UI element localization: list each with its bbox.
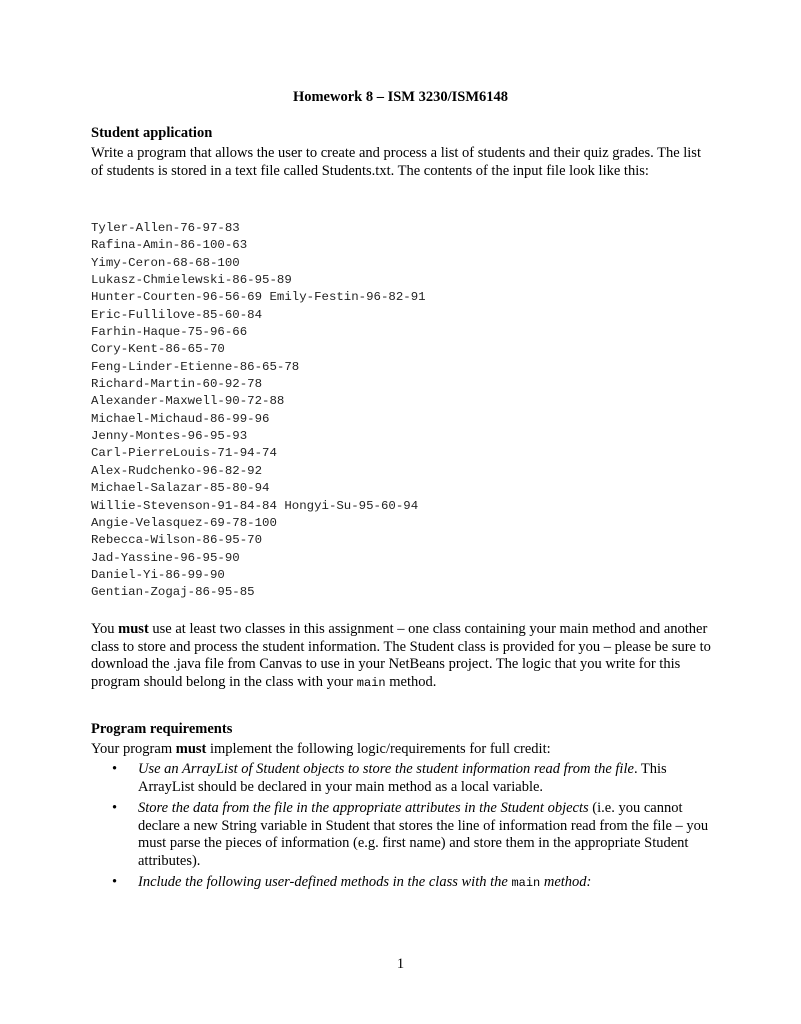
inline-code-main: main bbox=[511, 876, 541, 890]
student-line: Alexander-Maxwell-90-72-88 bbox=[91, 394, 285, 409]
student-line: Willie-Stevenson-91-84-84 Hongyi-Su-95-60-94 bbox=[91, 498, 419, 513]
section-heading-student-application: Student application bbox=[91, 125, 213, 141]
classes-paragraph: You must use at least two classes in this assignment – one class containing your main method and another class to store and process the student information. The Student class is provided for you – please be sure to download the .java file from Canvas to use in your NetBeans project. The logic that you write for this program should belong in the class with your main method. bbox=[91, 621, 711, 690]
bullet-icon: • bbox=[112, 800, 118, 816]
requirements-lead: Your program must implement the following logic/requirements for full credit: bbox=[91, 741, 551, 757]
student-line: Cory-Kent-86-65-70 bbox=[91, 342, 225, 357]
page-number: 1 bbox=[396, 956, 405, 972]
student-line: Michael-Michaud-86-99-96 bbox=[91, 411, 270, 426]
student-line: Jenny-Montes-96-95-93 bbox=[91, 429, 248, 444]
student-line: Farhin-Haque-75-96-66 bbox=[91, 325, 248, 340]
intro-paragraph: Write a program that allows the user to create and process a list of students and their quiz grades. The list of students is stored in a text file called Students.txt. The contents of the input file look like this: bbox=[91, 145, 701, 179]
student-line: Eric-Fullilove-85-60-84 bbox=[91, 307, 263, 322]
bullet-icon: • bbox=[112, 874, 118, 890]
emphasis-must: must bbox=[118, 621, 149, 637]
student-line: Daniel-Yi-86-99-90 bbox=[91, 567, 225, 582]
bullet-icon: • bbox=[112, 761, 118, 777]
document-title: Homework 8 – ISM 3230/ISM6148 bbox=[292, 89, 509, 105]
student-line: Jad-Yassine-96-95-90 bbox=[91, 550, 240, 565]
student-line: Angie-Velasquez-69-78-100 bbox=[91, 515, 277, 530]
student-line: Tyler-Allen-76-97-83 bbox=[91, 221, 240, 235]
student-line: Feng-Linder-Etienne-86-65-78 bbox=[91, 359, 300, 374]
student-line: Lukasz-Chmielewski-86-95-89 bbox=[91, 273, 292, 288]
list-item: • Store the data from the file in the appropriate attributes in the Student objects (i.e. you cannot declare a new String variable in Student that stores the line of information read from the file – you must parse the pieces of information (e.g. first name) and store them in the appropriate Student attributes). bbox=[112, 800, 709, 869]
student-line: Rafina-Amin-86-100-63 bbox=[91, 238, 248, 253]
student-line: Yimy-Ceron-68-68-100 bbox=[91, 255, 240, 270]
student-line: Gentian-Zogaj-86-95-85 bbox=[91, 585, 255, 600]
student-line: Hunter-Courten-96-56-69 Emily-Festin-96-82-91 bbox=[91, 290, 426, 305]
student-list-code-block bbox=[91, 220, 426, 602]
list-item: • Include the following user-defined methods in the class with the main method: bbox=[112, 874, 592, 890]
student-line: Michael-Salazar-85-80-94 bbox=[91, 481, 270, 496]
list-item: • Use an ArrayList of Student objects to store the student information read from the file. This ArrayList should be declared in your main method as a local variable. bbox=[112, 761, 667, 795]
requirements-list bbox=[112, 761, 712, 897]
student-line: Richard-Martin-60-92-78 bbox=[91, 377, 263, 392]
emphasis-must: must bbox=[175, 741, 207, 757]
section-heading-program-requirements: Program requirements bbox=[91, 721, 233, 737]
inline-code-main: main bbox=[356, 675, 386, 690]
student-line: Alex-Rudchenko-96-82-92 bbox=[91, 463, 263, 478]
student-line: Rebecca-Wilson-86-95-70 bbox=[91, 533, 263, 548]
student-line: Carl-PierreLouis-71-94-74 bbox=[91, 446, 277, 461]
